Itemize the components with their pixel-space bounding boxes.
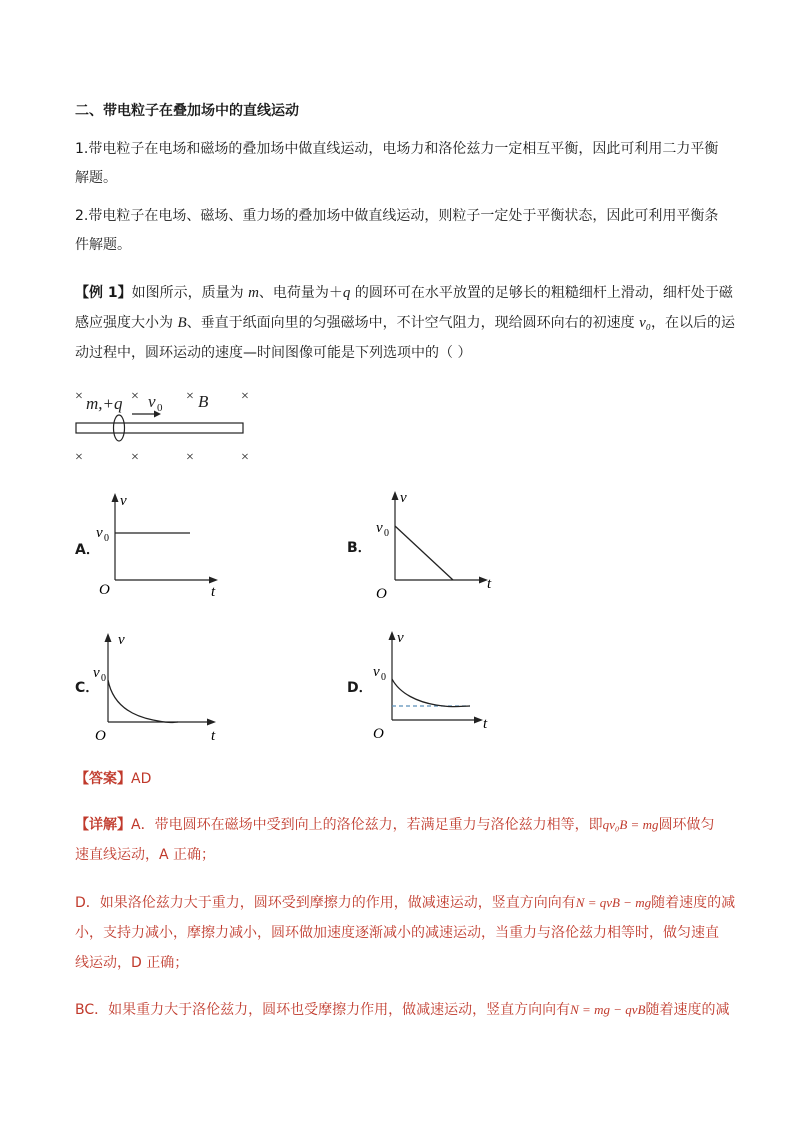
axis-t-label: t: [487, 576, 492, 592]
mass-charge-label: m,+q: [86, 394, 123, 413]
axis-t-label: t: [483, 716, 488, 732]
curve-b: [395, 526, 453, 580]
x-axis-arrow: [207, 719, 216, 726]
velocity-subscript: 0: [157, 402, 163, 414]
detail-text: 随着速度的减: [651, 895, 736, 911]
equation: qv₀B = mg: [602, 817, 659, 832]
cross-mark: ×: [131, 389, 139, 404]
equation: N = mg − qvB: [570, 1002, 646, 1017]
axis-t-label: t: [211, 584, 216, 600]
y-axis-arrow: [392, 491, 399, 500]
example-line-2: [75, 313, 735, 333]
mass-symbol: m: [248, 285, 259, 301]
velocity-symbol: v₀: [639, 315, 651, 331]
axis-v-label: v: [118, 632, 125, 648]
cross-mark: ×: [75, 389, 83, 404]
x-axis-arrow: [474, 717, 483, 724]
example-text: 、电荷量为＋: [258, 285, 343, 301]
cross-mark: ×: [75, 450, 83, 465]
axis-t-label: t: [211, 728, 216, 744]
ring: [114, 415, 125, 441]
detail-label: 【详解】: [75, 817, 131, 833]
example-line-1: [75, 283, 733, 303]
field-symbol: B: [177, 315, 187, 331]
origin-label: O: [376, 586, 387, 602]
detail-line-2: 速直线运动，A 正确；: [75, 847, 216, 863]
setup-figure: [68, 382, 268, 467]
origin-label: O: [95, 728, 106, 744]
detail-line-5: 线运动，D 正确；: [75, 955, 189, 971]
point-1-line-1: 1.带电粒子在电场和磁场的叠加场中做直线运动，电场力和洛伦兹力一定相互平衡，因此可利用二力平衡: [75, 141, 719, 157]
example-text: 的圆环可在水平放置的足够长的粗糙细杆上滑动，细杆处于磁: [350, 285, 733, 301]
cross-mark: ×: [241, 450, 249, 465]
option-a-label: A．: [75, 542, 100, 558]
v0-label: v: [93, 665, 100, 681]
detail-text: BC．如果重力大于洛伦兹力，圆环也受摩擦力作用，做减速运动，竖直方向向有: [75, 1002, 571, 1018]
origin-label: O: [373, 726, 384, 742]
option-c-label: C．: [75, 680, 100, 696]
rod: [76, 423, 243, 433]
v0-subscript: 0: [381, 672, 386, 683]
cross-mark: ×: [186, 450, 194, 465]
equation: N = qvB − mg: [575, 895, 652, 910]
detail-text: 圆环做匀: [658, 817, 715, 833]
v0-label: v: [376, 520, 383, 536]
velocity-label: v: [148, 392, 156, 411]
graph-a: [93, 490, 233, 600]
curve-c: [108, 680, 178, 723]
cross-mark: ×: [131, 450, 139, 465]
detail-text: A．带电圆环在磁场中受到向上的洛伦兹力，若满足重力与洛伦兹力相等，即: [131, 817, 603, 833]
axis-v-label: v: [400, 490, 407, 506]
y-axis-arrow: [105, 633, 112, 642]
option-b-label: B．: [347, 540, 372, 556]
graph-b: [373, 486, 513, 602]
point-2-line-2: 件解题。: [75, 237, 131, 253]
origin-label: O: [99, 582, 110, 598]
v0-label: v: [96, 525, 103, 541]
cross-mark: ×: [241, 389, 249, 404]
y-axis-arrow: [389, 631, 396, 640]
axis-v-label: v: [120, 493, 127, 509]
example-text: 、垂直于纸面向里的匀强磁场中，不计空气阻力，现给圆环向右的初速度: [186, 315, 640, 331]
axis-v-label: v: [397, 630, 404, 646]
answer-line: [75, 769, 151, 789]
answer-value: AD: [131, 771, 152, 787]
detail-text: D．如果洛伦兹力大于重力，圆环受到摩擦力的作用，做减速运动，竖直方向向有: [75, 895, 576, 911]
answer-label: 【答案】: [75, 771, 131, 787]
detail-text: 随着速度的减: [645, 1002, 730, 1018]
curve-d: [392, 679, 470, 707]
detail-line-3: [75, 893, 735, 913]
graph-c: [93, 628, 233, 744]
graph-d: [370, 626, 510, 742]
v0-subscript: 0: [384, 528, 389, 539]
point-1-line-2: 解题。: [75, 170, 117, 186]
point-2-line-1: 2.带电粒子在电场、磁场、重力场的叠加场中做直线运动，则粒子一定处于平衡状态，因此可利用平衡条: [75, 208, 719, 224]
field-label: B: [198, 392, 209, 411]
example-text: 感应强度大小为: [75, 315, 178, 331]
example-text: ，在以后的运: [650, 315, 735, 331]
y-axis-arrow: [112, 493, 119, 502]
charge-symbol: q: [342, 285, 351, 301]
v0-label: v: [373, 664, 380, 680]
v0-subscript: 0: [101, 673, 106, 684]
detail-line-1: [75, 815, 714, 835]
example-tag: 【例 1】: [75, 285, 132, 301]
example-line-3: 动过程中，圆环运动的速度—时间图像可能是下列选项中的（ ）: [75, 345, 472, 361]
example-text: 如图所示，质量为: [131, 285, 249, 301]
option-d-label: D．: [347, 680, 373, 696]
section-heading: 二、带电粒子在叠加场中的直线运动: [75, 103, 299, 119]
v0-subscript: 0: [104, 533, 109, 544]
cross-mark: ×: [186, 389, 194, 404]
x-axis-arrow: [209, 577, 218, 584]
detail-line-4: 小，支持力减小，摩擦力减小，圆环做加速度逐渐减小的减速运动，当重力与洛伦兹力相等时，做匀速直: [75, 925, 719, 941]
detail-line-6: [75, 1000, 729, 1020]
